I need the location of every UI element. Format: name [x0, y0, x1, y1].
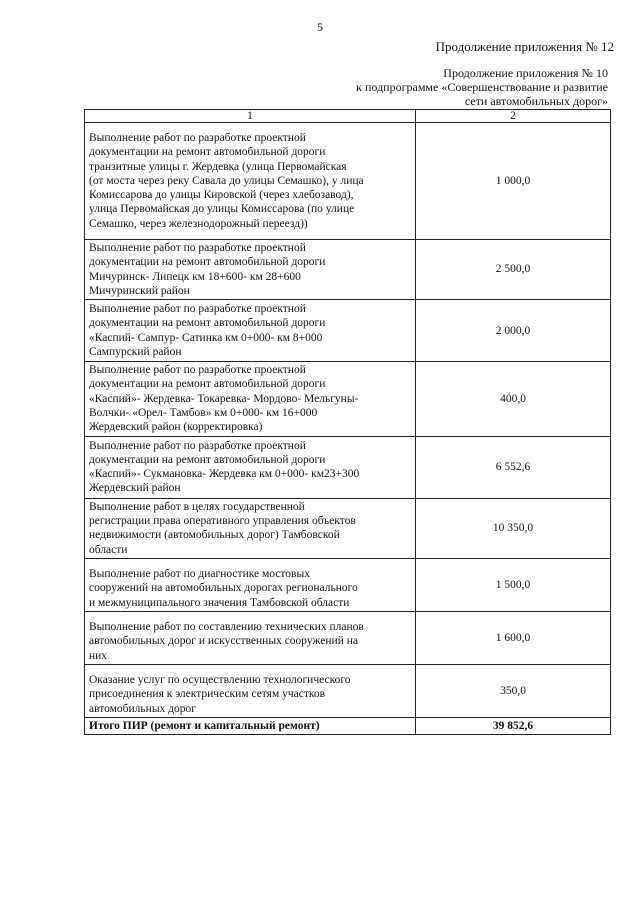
work-description: Выполнение работ в целях государственной регистрации права оперативного управления объектов недвижимости (автомобильных дорог) Тамбовской области	[85, 498, 416, 558]
work-description: Оказание услуг по осуществлению технологического присоединения к электрическим сетям участков автомобильных дорог	[85, 664, 416, 717]
total-row	[85, 717, 611, 734]
work-amount: 400,0	[416, 362, 611, 436]
table-row	[85, 362, 611, 436]
table-row	[85, 240, 611, 300]
work-amount: 350,0	[416, 664, 611, 717]
page-number: 5	[317, 20, 323, 34]
work-description: Выполнение работ по диагностике мостовых сооружений на автомобильных дорогах регионального и межмуниципального значения Тамбовской области	[85, 558, 416, 611]
work-description: Выполнение работ по разработке проектной документации на ремонт автомобильной дороги «Каспий- Сампур- Сатинка км 0+000- км 8+000 Сампурский район	[85, 300, 416, 362]
appendix-10-line: к подпрограмме «Совершенствование и развитие	[356, 80, 608, 94]
table-row	[85, 498, 611, 558]
work-amount: 1 600,0	[416, 611, 611, 664]
work-description: Выполнение работ по разработке проектной документации на ремонт автомобильной дороги «Каспий»- Сукмановка- Жердевка км 0+000- км23+300 Жердевский район	[85, 436, 416, 498]
table-row	[85, 300, 611, 362]
appendix-12-title: Продолжение приложения № 12	[435, 39, 614, 54]
table-row	[85, 558, 611, 611]
work-amount: 1 000,0	[416, 123, 611, 240]
appendix-10-block	[356, 66, 608, 108]
work-amount: 10 350,0	[416, 498, 611, 558]
work-amount: 1 500,0	[416, 558, 611, 611]
column-number-row	[85, 110, 611, 123]
work-description: Выполнение работ по разработке проектной документации на ремонт автомобильной дороги «Каспий»- Жердевка- Токаревка- Мордово- Мельгуны- Волчки- «Орел- Тамбов» км 0+000- км 16+000 Жердевский район (корректировка)	[85, 362, 416, 436]
work-description: Выполнение работ по разработке проектной документации на ремонт автомобильной дороги Мичуринск- Липецк км 18+600- км 28+600 Мичуринский район	[85, 240, 416, 300]
table-row	[85, 611, 611, 664]
table-row	[85, 436, 611, 498]
work-description: Выполнение работ по разработке проектной документации на ремонт автомобильной дороги транзитные улицы г. Жердевка (улица Первомайская (от моста через реку Савала до улицы Семашко), у лица Комиссарова до улицы Кировской (через хлебозавод), улица Первомайская до улицы Комиссарова (по улице Семашко, через железнодорожный переезд))	[85, 123, 416, 240]
column-header-1: 1	[85, 110, 416, 123]
work-amount: 2 000,0	[416, 300, 611, 362]
appendix-10-line: сети автомобильных дорог»	[464, 94, 608, 108]
work-amount: 6 552,6	[416, 436, 611, 498]
work-description: Выполнение работ по составлению технических планов автомобильных дорог и искусственных сооружений на них	[85, 611, 416, 664]
table-row	[85, 123, 611, 240]
table-row	[85, 664, 611, 717]
appendix-10-line: Продолжение приложения № 10	[443, 66, 608, 80]
works-table	[84, 109, 611, 735]
work-amount: 2 500,0	[416, 240, 611, 300]
column-header-2: 2	[416, 110, 611, 123]
total-label: Итого ПИР (ремонт и капитальный ремонт)	[85, 717, 416, 734]
total-amount: 39 852,6	[416, 717, 611, 734]
